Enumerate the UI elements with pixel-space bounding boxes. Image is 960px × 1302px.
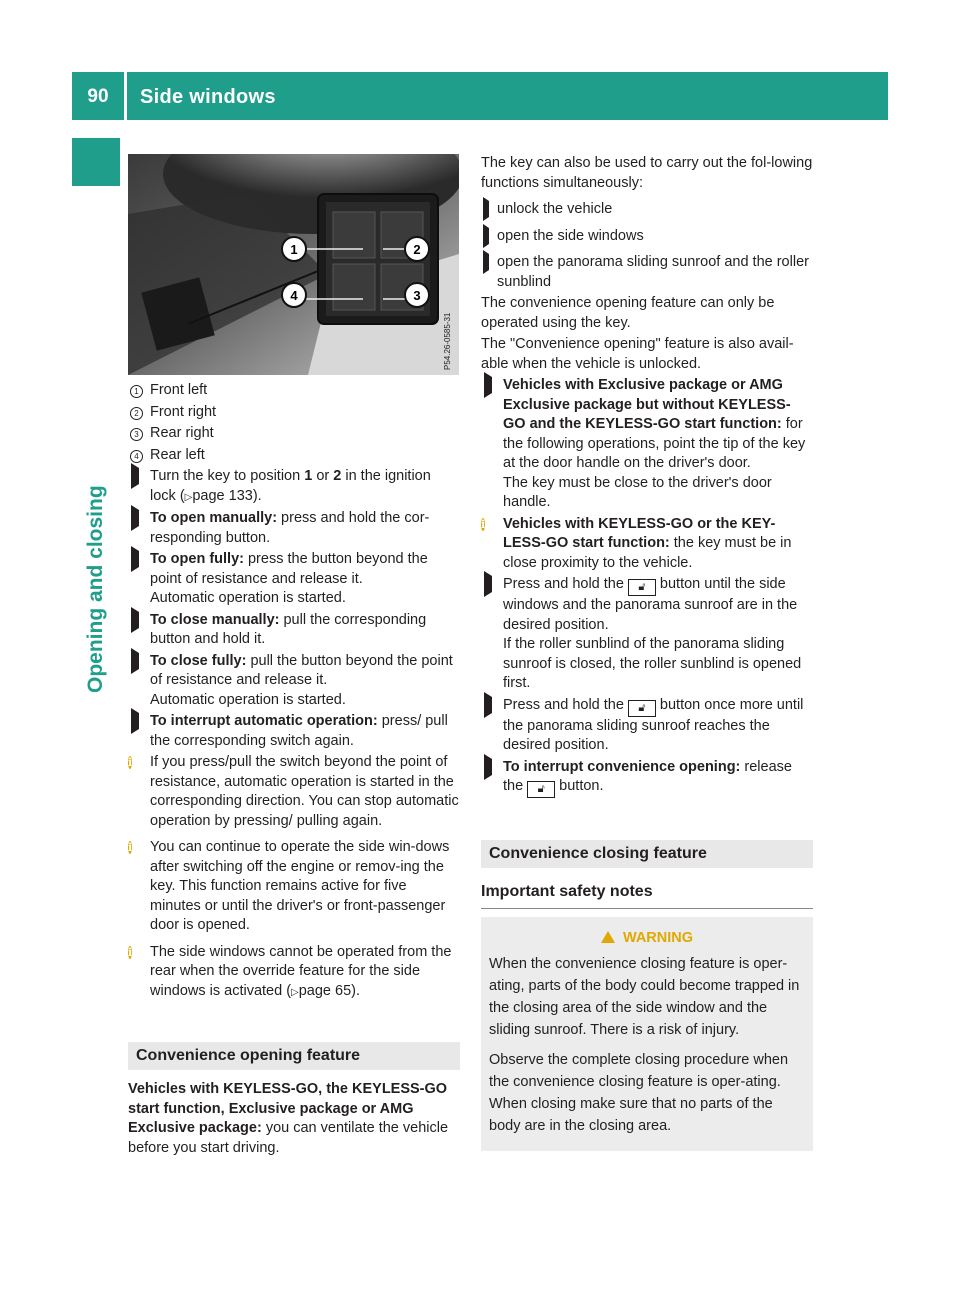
info-note: i Vehicles with KEYLESS-GO or the KEY-LESS-GO start function: the key must be in close proximity to the vehicle. — [481, 515, 792, 571]
figure-ref-code: P54.26-0585-31 — [443, 312, 452, 370]
step-open-fully: To open fully: press the button beyond the point of resistance and release it. Automatic operation is started. — [128, 550, 460, 609]
header-divider — [124, 72, 127, 120]
step-close-manually: To close manually: pull the corresponding button and hold it. — [128, 611, 460, 650]
step-press-hold: Press and hold the 🔓︎ button until the side windows and the panorama sunroof are in the desired position. If the roller sunblind of the panorama sliding sunroof is closed, the roller sunblind is opened first. — [481, 575, 813, 694]
info-icon: i — [128, 756, 133, 769]
page-ref-icon: ▷ — [184, 491, 193, 503]
side-tab-label: Opening and closing — [84, 485, 107, 693]
warning-icon — [601, 931, 615, 943]
info-icon: i — [481, 517, 486, 531]
step-open-manually: To open manually: press and hold the cor-responding button. — [128, 509, 460, 548]
step-press-hold-again: Press and hold the 🔓︎ button once more until the panorama sliding sunroof reaches the desired position. — [481, 696, 813, 756]
info-icon: i — [128, 841, 133, 854]
intro-paragraph: The key can also be used to carry out the fol-lowing functions simultaneously: — [481, 155, 813, 191]
window-switch-photo — [128, 154, 459, 375]
unlock-button-icon: 🔓︎ — [527, 781, 555, 798]
warning-text: When the convenience closing feature is oper-ating, parts of the body could become trapped in the closing area of the side window and the sliding sunroof. There is a risk of injury. — [489, 955, 800, 1038]
page-ref-icon: ▷ — [291, 986, 299, 998]
info-note: i You can continue to operate the side win-dows after switching off the engine or remov-ing the key. This function remains active for five minutes or until the driver's or front-passenger door is opened. — [128, 839, 450, 933]
warning-heading: WARNING — [489, 927, 805, 949]
step-close-fully: To close fully: pull the button beyond the point of resistance and release it. Automatic operation is started. — [128, 652, 460, 711]
unlock-button-icon: 🔓︎ — [628, 579, 656, 596]
step-interrupt: To interrupt automatic operation: press/ pull the corresponding switch again. — [128, 712, 460, 751]
warning-text: Observe the complete closing procedure when the convenience closing feature is oper-ating. When closing make sure that no parts of the body are in the closing area. — [489, 1051, 789, 1134]
legend-item: 1 Front left — [128, 381, 460, 401]
section-heading: Convenience closing feature — [481, 840, 813, 868]
condition-paragraph: Vehicles with KEYLESS-GO, the KEYLESS-GO start function, Exclusive package or AMG Exclusive package: you can ventilate the vehicle before you start driving. — [128, 1081, 449, 1156]
legend-item: 2 Front right — [128, 403, 460, 423]
step-interrupt-convenience: To interrupt convenience opening: release the 🔓︎ button. — [481, 758, 813, 799]
callout-4: 4 — [290, 288, 298, 303]
paragraph: The "Convenience opening" feature is also avail-able when the vehicle is unlocked. — [481, 336, 794, 372]
unlock-button-icon: 🔓︎ — [628, 700, 656, 717]
warning-box — [481, 917, 813, 1151]
legend-item: 3 Rear right — [128, 424, 460, 444]
page-number: 90 — [87, 86, 109, 107]
list-item: unlock the vehicle — [481, 200, 813, 220]
info-note: i The side windows cannot be operated from the rear when the override feature for the side windows is activated (▷page 65). — [128, 943, 452, 999]
step-exclusive: Vehicles with Exclusive package or AMG Exclusive package but without KEYLESS-GO and the KEYLESS-GO start function: for the following operations, point the tip of the key at the door handle on the driver's door. The key must be close to the driver's door handle. — [481, 376, 813, 513]
left-column — [128, 381, 460, 1160]
side-tab-block — [72, 138, 120, 186]
section-heading: Convenience opening feature — [128, 1042, 460, 1070]
callout-3: 3 — [413, 288, 421, 303]
paragraph: The convenience opening feature can only be operated using the key. — [481, 295, 775, 331]
page-title: Side windows — [140, 86, 276, 108]
legend-item: 4 Rear left — [128, 446, 460, 466]
info-icon: i — [128, 945, 133, 959]
page-ref-link[interactable]: page 65). — [298, 982, 361, 999]
info-note: i If you press/pull the switch beyond the point of resistance, automatic operation is started in the corresponding direction. You can stop automatic operation by pressing/ pulling again. — [128, 754, 459, 829]
callout-1: 1 — [290, 242, 298, 257]
page-ref-link[interactable]: page 133). — [192, 487, 262, 504]
list-item: open the side windows — [481, 227, 813, 247]
list-item: open the panorama sliding sunroof and the roller sunblind — [481, 253, 813, 292]
step-ignition: Turn the key to position 1 or 2 in the ignition lock (▷page 133). — [128, 467, 460, 507]
right-column — [481, 154, 813, 1151]
callout-2: 2 — [413, 242, 421, 257]
sub-heading: Important safety notes — [481, 882, 813, 909]
